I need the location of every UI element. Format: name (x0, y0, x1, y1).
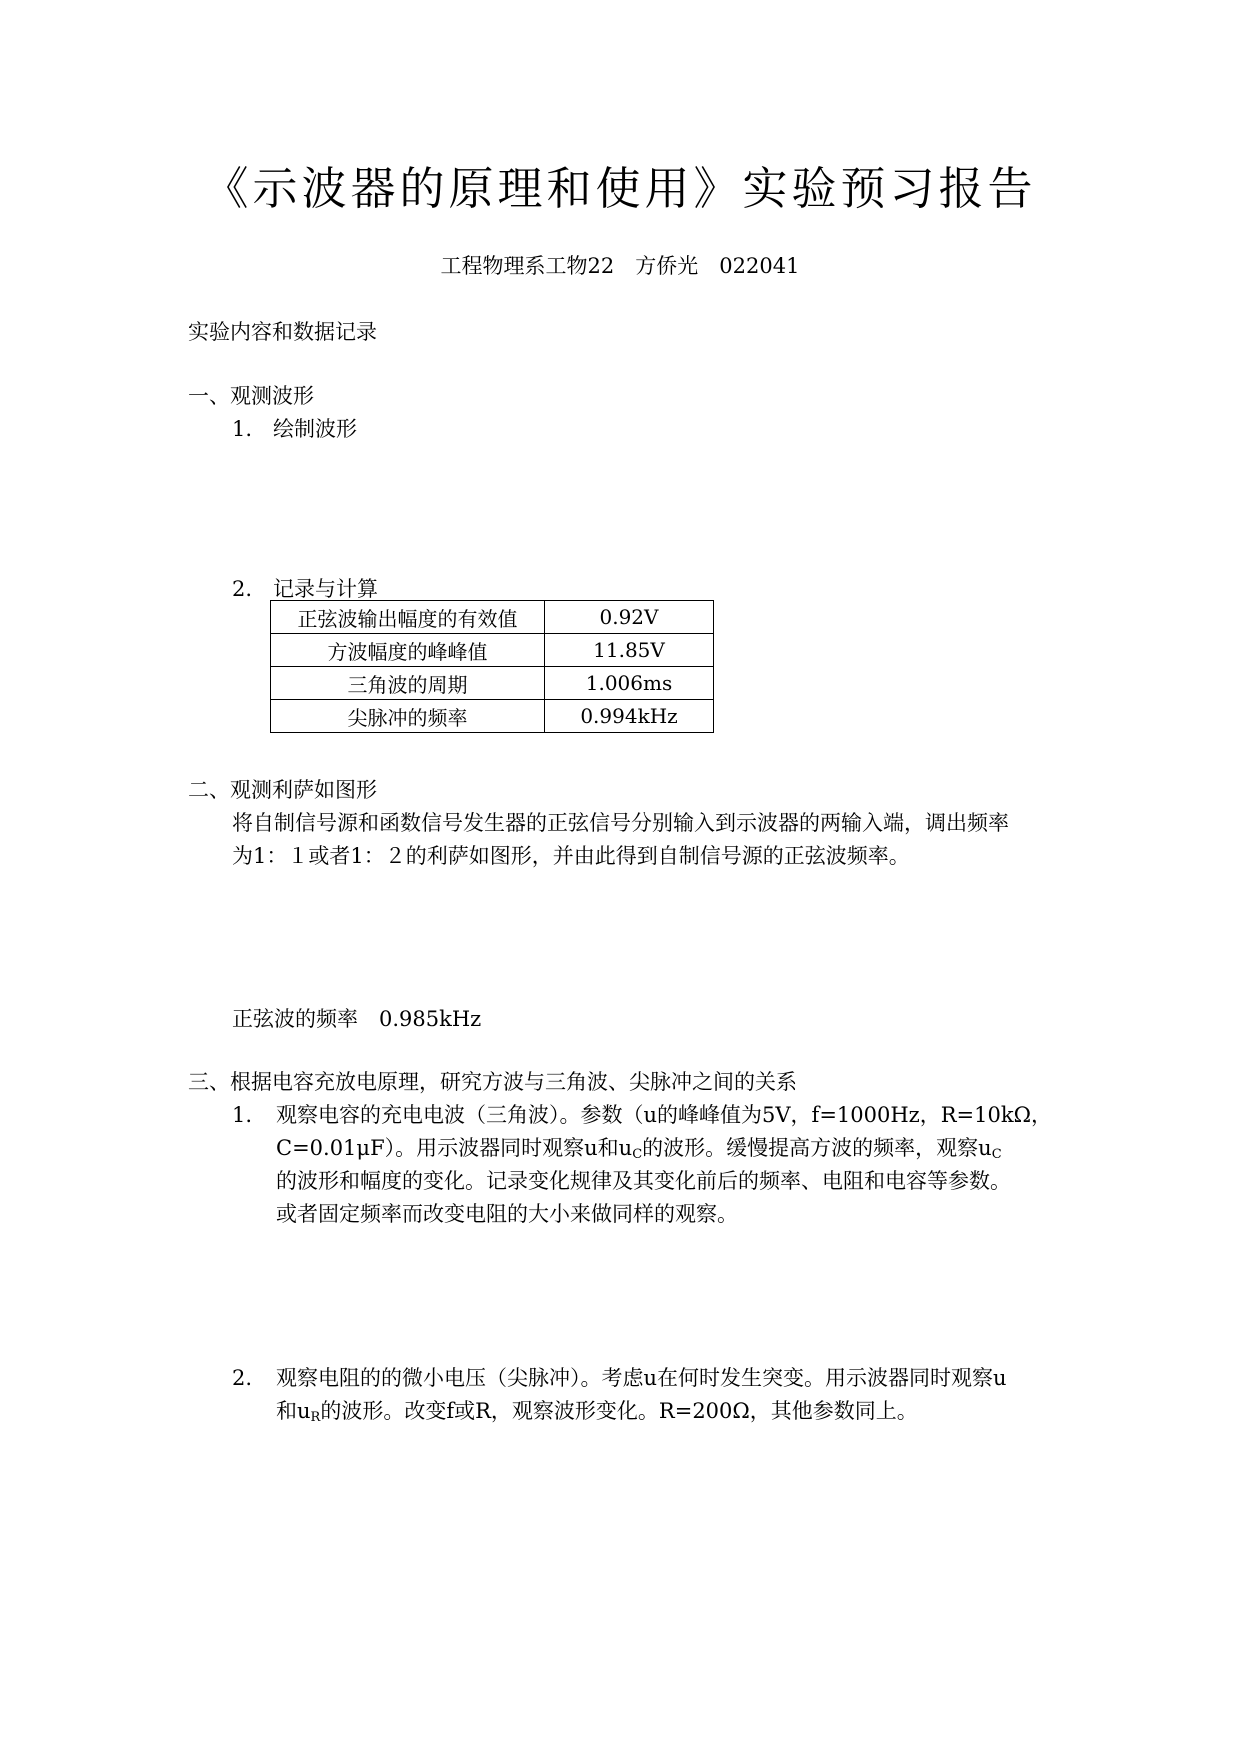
content-heading: 实验内容和数据记录 (188, 320, 377, 344)
section-1-item-1: 1. 绘制波形 (232, 417, 358, 441)
table-cell-value: 11.85V (545, 634, 714, 667)
table-cell-label: 正弦波输出幅度的有效值 (271, 601, 545, 634)
table-cell-value: 0.994kHz (545, 700, 714, 733)
table-cell-value: 0.92V (545, 601, 714, 634)
section-3-item-2-line-2: 和$u_R$的波形。改变f或R，观察波形变化。R=200Ω，其他参数同上。 (276, 1399, 918, 1425)
section-2-paragraph-line-1: 将自制信号源和函数信号发生器的正弦信号分别输入到示波器的两输入端，调出频率 (232, 811, 1009, 835)
section-3-item-2-line-1: 观察电阻的的微小电压（尖脉冲）。考虑u在何时发生突变。用示波器同时观察u (276, 1366, 1007, 1390)
section-2-title: 二、观测利萨如图形 (188, 778, 377, 802)
table-row (271, 700, 714, 733)
section-3-item-1-line-3: 的波形和幅度的变化。记录变化规律及其变化前后的频率、电阻和电容等参数。 (276, 1169, 1011, 1193)
section-3-item-1-line-2: C=0.01μF）。用示波器同时观察u和$u_C$的波形。缓慢提高方波的频率，观察$u_C$ (276, 1136, 1002, 1162)
section-3-item-1-number: 1. (232, 1103, 253, 1127)
section-3-item-1-line-4: 或者固定频率而改变电阻的大小来做同样的观察。 (276, 1202, 738, 1226)
sine-frequency-result: 正弦波的频率 0.985kHz (232, 1007, 482, 1031)
table-row (271, 634, 714, 667)
table-cell-label: 三角波的周期 (271, 667, 545, 700)
table-cell-label: 尖脉冲的频率 (271, 700, 545, 733)
table-row (271, 601, 714, 634)
table-cell-label: 方波幅度的峰峰值 (271, 634, 545, 667)
section-1-title: 一、观测波形 (188, 384, 314, 408)
section-1-item-2: 2. 记录与计算 (232, 577, 379, 601)
section-3-title: 三、根据电容充放电原理，研究方波与三角波、尖脉冲之间的关系 (188, 1070, 797, 1094)
section-3-item-1-line-1: 观察电容的充电电波（三角波）。参数（u的峰峰值为5V，f=1000Hz，R=10kΩ， (276, 1103, 1053, 1127)
author-line: 工程物理系工物22 方侨光 022041 (440, 254, 800, 278)
section-2-paragraph-line-2: 为1：１或者1：２的利萨如图形，并由此得到自制信号源的正弦波频率。 (232, 844, 910, 868)
section-3-item-2-number: 2. (232, 1366, 253, 1390)
page-title: 《示波器的原理和使用》实验预习报告 (203, 162, 1037, 215)
table-row (271, 667, 714, 700)
measurement-table (270, 600, 714, 733)
table-cell-value: 1.006ms (545, 667, 714, 700)
